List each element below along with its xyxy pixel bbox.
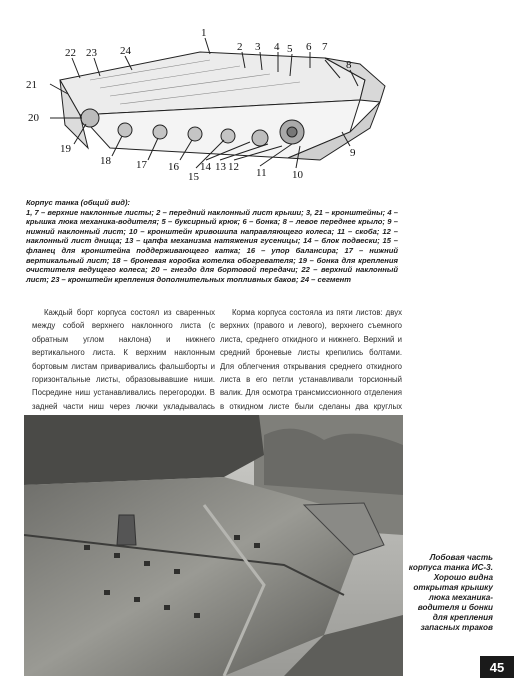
hull-drawing (20, 20, 390, 185)
callout-12: 12 (228, 161, 239, 173)
callout-1: 1 (201, 27, 207, 39)
callout-19: 19 (60, 143, 71, 155)
photo-caption: Лобовая часть корпуса танка ИС-3. Хорошо видна открытая крышку люка механика-водителя и бонки для крепления запасных траков (408, 553, 493, 632)
body-column-right: Корма корпуса состояла из пяти листов: двух верхних (правого и левого), верхнего съемного листа, среднего откидного и нижнего. Верхний и средний броневые листы крепились болтами. Для облегчения открывания среднего откидного листа в его петли устанавливали торсионный валик. Для осмотра трансмиссионного отделения в откидном листе были сделаны два круглых (220, 308, 402, 411)
caption-text: 1, 7 – верхние наклонные листы; 2 – передний наклонный лист крыши; 3, 21 – кронштейны; 4 – крышка люка механика-водителя; 5 – буксирный крюк; 6 – бонка; 8 – левое переднее крыло; 9 – нижний наклонный лист; 10 – кронштейн кривошипа направляющего колеса; 11 – скоба; 12 – наклонный лист днища; 13 – цапфа механизма натяжения гусеницы; 14 – блок подвески; 15 – фланец для кронштейна поддерживающего катка; 16 – упор балансира; 17 – нижний вертикальный лист; 18 – броневая коробка котелка обогревателя; 19 – бонка для крепления очистителя ведущего колеса; 20 – гнездо для бортовой передачи; 22 – верхний наклонный лист; 23 – кронштейн крепления дополнительных топливных баков; 24 – сегмент (26, 207, 398, 284)
caption-heading: Корпус танка (общий вид): (26, 198, 131, 207)
callout-24: 24 (120, 45, 131, 57)
drawing-caption (26, 198, 398, 284)
callout-9: 9 (350, 147, 356, 159)
body-column-left: Каждый борт корпуса состоял из сваренных между собой верхнего наклонного листа (с обратным углом наклона) и нижнего вертикального листа. К верхним наклонным бортовым листам приваривались фальшборты и горизонтальные листы, образовывавшие ниши. Посредине ниш устанавливались перегородки. В задней части ниш через лючки укладывалась (32, 308, 215, 411)
callout-14: 14 (200, 161, 211, 173)
callout-3: 3 (255, 41, 261, 53)
callout-15: 15 (188, 171, 199, 183)
callout-21: 21 (26, 79, 37, 91)
callout-2: 2 (237, 41, 243, 53)
hull-sketch (20, 20, 390, 185)
tank-photo (24, 415, 403, 676)
callout-6: 6 (306, 41, 312, 53)
callout-18: 18 (100, 155, 111, 167)
callout-16: 16 (168, 161, 179, 173)
callout-8: 8 (346, 59, 352, 71)
callout-7: 7 (322, 41, 328, 53)
callout-10: 10 (292, 169, 303, 181)
callout-4: 4 (274, 41, 280, 53)
callout-5: 5 (287, 43, 293, 55)
callout-22: 22 (65, 47, 76, 59)
callout-23: 23 (86, 47, 97, 59)
page-number: 45 (480, 656, 514, 678)
callout-20: 20 (28, 112, 39, 124)
callout-13: 13 (215, 161, 226, 173)
callout-11: 11 (256, 167, 267, 179)
callout-17: 17 (136, 159, 147, 171)
photo-shapes (24, 415, 403, 676)
